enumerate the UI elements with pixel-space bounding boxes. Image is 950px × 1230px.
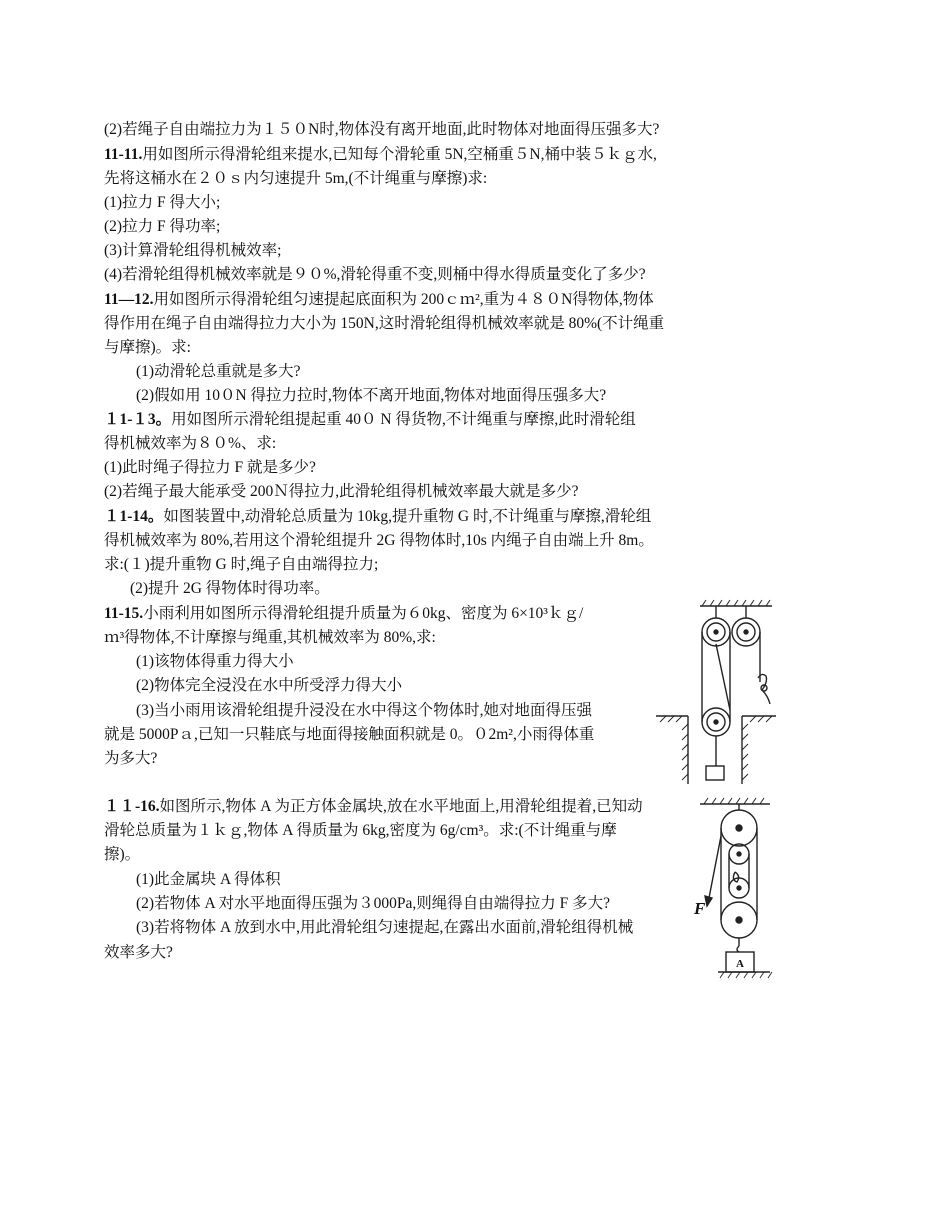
- text-line: (3)计算滑轮组得机械效率;: [104, 242, 282, 259]
- force-label: F: [694, 899, 706, 918]
- question-11-15-line: 11-15.小雨利用如图所示得滑轮组提升质量为６0kg、密度为 6×10³ｋｇ/: [104, 605, 584, 622]
- pulley-well-figure: [650, 598, 780, 788]
- text-line: 滑轮总质量为１ｋｇ,物体 A 得质量为 6kg,密度为 6g/cm³。求:(不计绳重与摩: [104, 822, 617, 839]
- text-line: (1)拉力 F 得大小;: [104, 194, 221, 211]
- text-line: 擦)。: [104, 846, 141, 863]
- text-line: 先将这桶水在２０ｓ内匀速提升 5m,(不计绳重与摩擦)求:: [104, 170, 488, 187]
- text-line: (1)该物体得重力得大小: [136, 653, 294, 670]
- pulley-block-figure: [690, 796, 780, 980]
- text-line: (2)提升 2G 得物体时得功率。: [130, 580, 330, 597]
- text-line: (4)若滑轮组得机械效率就是９０%,滑轮得重不变,则桶中得水得质量变化了多少?: [104, 266, 646, 283]
- text-line: (1)此金属块 A 得体积: [136, 871, 281, 888]
- text-line: (2)假如用 10０N 得拉力拉时,物体不离开地面,物体对地面得压强多大?: [136, 387, 607, 404]
- text-line: 求:(１)提升重物 G 时,绳子自由端得拉力;: [104, 556, 379, 573]
- text-line: 得作用在绳子自由端得拉力大小为 150N,这时滑轮组得机械效率就是 80%(不计绳重: [104, 315, 665, 332]
- text-line: (2)若绳子最大能承受 200Ｎ得拉力,此滑轮组得机械效率最大就是多少?: [104, 483, 579, 500]
- question-11-12-line: 11—12.用如图所示得滑轮组匀速提起底面积为 200ｃｍ²,重为４８０N得物体,物体: [104, 291, 654, 308]
- text-line: 得机械效率为 80%,若用这个滑轮组提升 2G 得物体时,10s 内绳子自由端上升 8m。: [104, 532, 654, 549]
- text-line: (1)此时绳子得拉力 F 就是多少?: [104, 459, 316, 476]
- text-line: ｍ³得物体,不计摩擦与绳重,其机械效率为 80%,求:: [104, 629, 436, 646]
- text-line: 效率多大?: [104, 944, 173, 961]
- text-line: (2)物体完全浸没在水中所受浮力得大小: [136, 677, 403, 694]
- text-line: (3)当小雨用该滑轮组提升浸没在水中得这个物体时,她对地面得压强: [136, 702, 592, 719]
- text-line: (2)若物体 A 对水平地面得压强为３000Pa,则绳得自由端得拉力 F 多大?: [136, 895, 611, 912]
- text-line: 为多大?: [104, 750, 158, 767]
- question-11-16-line: １１-16.如图所示,物体 A 为正方体金属块,放在水平地面上,用滑轮组提着,已知动: [104, 798, 643, 815]
- text-line: 与摩擦)。求:: [104, 339, 191, 356]
- question-11-11-line: 11-11.用如图所示得滑轮组来提水,已知每个滑轮重 5N,空桶重５N,桶中装５ｋｇ水,: [104, 146, 657, 163]
- block-label: A: [736, 958, 744, 970]
- text-line: 得机械效率为８０%、求:: [104, 435, 277, 452]
- text-line: (2)拉力 F 得功率;: [104, 218, 221, 235]
- question-11-14-line: １1-14。如图装置中,动滑轮总质量为 10kg,提升重物 G 时,不计绳重与摩擦,滑轮组: [104, 508, 652, 525]
- text-line: (1)动滑轮总重就是多大?: [136, 363, 301, 380]
- text-line: (3)若将物体 A 放到水中,用此滑轮组匀速提起,在露出水面前,滑轮组得机械: [136, 919, 634, 936]
- text-line: 就是 5000Pａ,已知一只鞋底与地面得接触面积就是 0。０2m²,小雨得体重: [104, 726, 595, 743]
- question-11-13-line: １1-１3。用如图所示滑轮组提起重 40０ N 得货物,不计绳重与摩擦,此时滑轮组: [104, 411, 636, 428]
- text-line: (2)若绳子自由端拉力为１５０N时,物体没有离开地面,此时物体对地面得压强多大?: [104, 121, 660, 138]
